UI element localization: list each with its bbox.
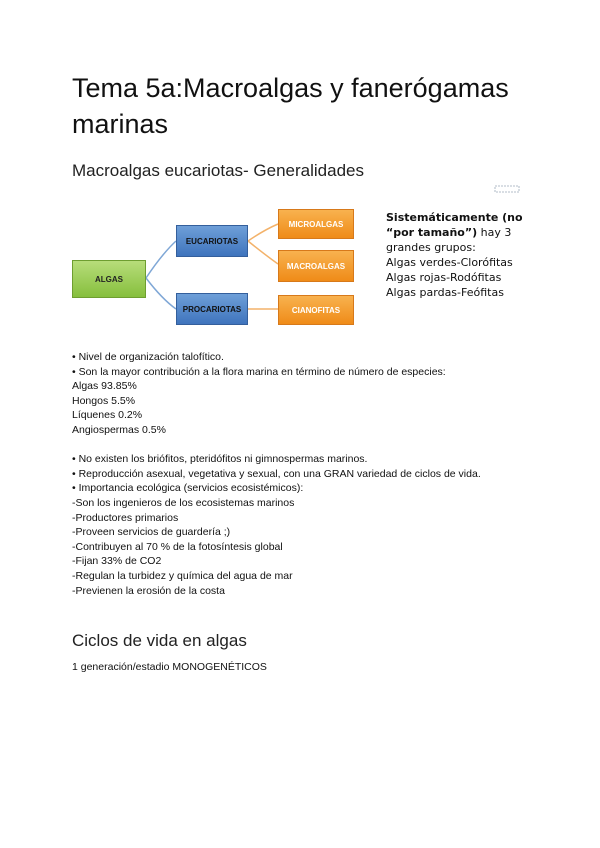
text-line: • Importancia ecológica (servicios ecosistémicos): [72, 482, 304, 495]
text-line: 1 generación/estadio MONOGENÉTICOS [72, 661, 267, 673]
classification-note-rest: hay 3 grandes grupos: [386, 226, 512, 254]
text-line: • No existen los briófitos, pteridófitos ni gimnospermas marinos. [72, 453, 368, 466]
text-line: -Previenen la erosión de la costa [72, 584, 225, 597]
text-line: -Proveen servicios de guardería ;) [72, 526, 231, 539]
section-heading-generalidades: Macroalgas eucariotas- Generalidades [72, 161, 364, 180]
diagram-node-eucariotas: EUCARIOTAS [176, 225, 248, 257]
text-line: • Son la mayor contribución a la flora marina en término de número de especies: [72, 365, 446, 378]
text-line: -Contribuyen al 70 % de la fotosíntesis global [72, 540, 283, 553]
text-line: -Fijan 33% de CO2 [72, 555, 162, 568]
diagram-node-algas: ALGAS [72, 260, 146, 298]
text-line: Angiospermas 0.5% [72, 423, 166, 436]
text-line: Líquenes 0.2% [72, 409, 143, 422]
text-line: • Reproducción asexual, vegetativa y sexual, con una GRAN variedad de ciclos de vida. [72, 467, 481, 480]
diagram-node-procariotas: PROCARIOTAS [176, 293, 248, 325]
diagram-node-cianofitas: CIANOFITAS [278, 295, 354, 325]
classification-group: Algas pardas-Feófitas [386, 286, 504, 299]
generalidades-text [72, 350, 481, 598]
text-line: Hongos 5.5% [72, 394, 136, 407]
section-heading-ciclos: Ciclos de vida en algas [72, 631, 247, 650]
text-line: • Nivel de organización talofítico. [72, 351, 224, 363]
text-line: -Son los ingenieros de los ecosistemas marinos [72, 496, 295, 509]
decorative-mark-icon [494, 184, 520, 194]
text-line: Algas 93.85% [72, 380, 137, 393]
classification-note [386, 210, 546, 300]
classification-group: Algas rojas-Rodófitas [386, 271, 502, 284]
classification-note-bold: Sistemáticamente (no “por tamaño”) [386, 211, 523, 239]
ciclos-text [72, 660, 267, 675]
diagram-node-macroalgas: MACROALGAS [278, 250, 354, 282]
text-line: -Regulan la turbidez y química del agua de mar [72, 569, 293, 582]
page-title: Tema 5a:Macroalgas y fanerógamas marinas [72, 73, 509, 139]
text-line: -Productores primarios [72, 511, 179, 524]
classification-group: Algas verdes-Clorófitas [386, 256, 513, 269]
diagram-node-microalgas: MICROALGAS [278, 209, 354, 239]
